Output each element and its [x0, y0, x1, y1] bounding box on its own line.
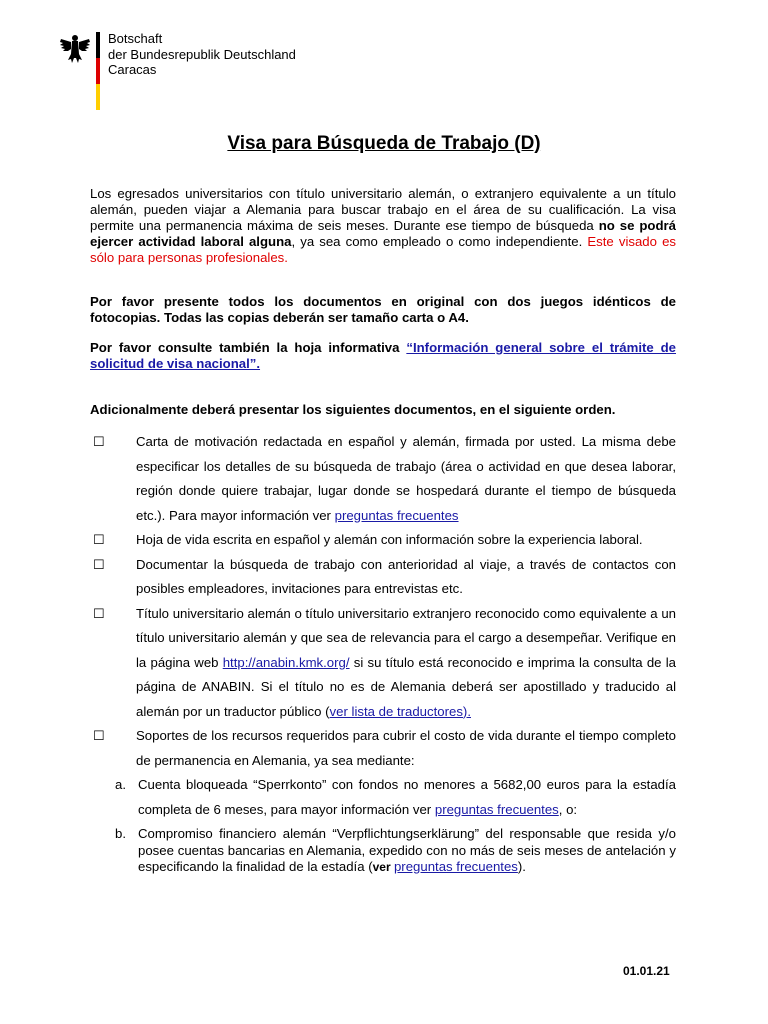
- checklist-item-university-degree: [90, 602, 676, 725]
- anabin-link[interactable]: http://anabin.kmk.org/: [222, 654, 350, 670]
- checklist-item-financial-means: [90, 724, 676, 773]
- flag-black-band: [96, 32, 100, 58]
- intro-red-note: Este visado es sólo para personas profesionales.: [90, 234, 677, 265]
- info-note-text: Por favor consulte también la hoja informativa: [90, 340, 407, 355]
- item-text: Título universitario alemán o título universitario extranjero reconocido como equivalente a un título universitario alemán y que sea de relevancia para el cargo a desempeñar. Verifique en la página web: [136, 605, 676, 670]
- faq-link[interactable]: preguntas frecuentes: [434, 801, 559, 817]
- info-sheet-link[interactable]: “Información general sobre el trámite de solicitud de visa nacional”.: [90, 340, 676, 371]
- faq-link[interactable]: preguntas frecuentes: [334, 507, 459, 523]
- checkbox-icon: ☐: [93, 532, 105, 547]
- flag-gold-band: [96, 84, 100, 110]
- checkbox-icon: ☐: [93, 728, 105, 743]
- item-text: si su título está reconocido e imprima la consulta de la página de ANABIN. Si el título no es de Alemania deberá ser apostillado y traducido al alemán por un traductor público (: [136, 654, 676, 719]
- sub-item-bold: ver: [372, 860, 394, 874]
- sub-item-text: Compromiso financiero alemán “Verpflichtungserklärung” del responsable que resida y/o posee cuentas bancarias en Alemania, expedido con no más de seis meses de antelación y especificando la finalidad de la estadía (: [138, 826, 676, 874]
- additional-heading: Adicionalmente deberá presentar los siguientes documentos, en el siguiente orden.: [90, 402, 616, 417]
- flag-red-band: [96, 58, 100, 84]
- sub-item-blocked-account: [90, 773, 676, 822]
- item-text: Carta de motivación redactada en español y alemán, firmada por usted. La misma debe especificar los detalles de su búsqueda de trabajo (área o actividad en que desea laborar, región donde quiere trabajar, lugar donde se hospedará durante el tiempo de búsqueda etc.). Para mayor información ver: [136, 434, 676, 523]
- info-note: [90, 340, 676, 372]
- checkbox-icon: ☐: [93, 434, 105, 449]
- intro-bold: no se podrá ejercer actividad laboral alguna: [90, 218, 676, 249]
- checklist-item-motivation-letter: [90, 430, 676, 528]
- embassy-line-3: Caracas: [108, 62, 157, 77]
- intro-text-1: Los egresados universitarios con título universitario alemán, o extranjero equivalente a un título alemán, pueden viajar a Alemania para buscar trabajo en el área de su cualificación. La visa permite una permanencia máxima de seis meses. Durante ese tiempo de búsqueda: [90, 186, 676, 233]
- document-checklist: [90, 430, 676, 876]
- embassy-name: [108, 31, 296, 78]
- checklist-item-cv: [90, 528, 676, 553]
- embassy-line-2: der Bundesrepublik Deutschland: [108, 46, 296, 62]
- german-flag-stripe: [96, 32, 100, 110]
- item-text: Documentar la búsqueda de trabajo con anterioridad al viaje, a través de contactos con posibles empleadores, invitaciones para entrevistas etc.: [136, 556, 676, 596]
- originals-note: Por favor presente todos los documentos en original con dos juegos idénticos de fotocopias. Todas las copias deberán ser tamaño carta o A4.: [90, 294, 676, 325]
- sub-item-tail: , o:: [558, 801, 578, 817]
- checkbox-icon: ☐: [93, 605, 105, 621]
- intro-text-2: , ya sea como empleado o como independiente.: [291, 234, 588, 249]
- sub-item-marker: b.: [115, 826, 126, 841]
- item-text: Hoja de vida escrita en español y alemán con información sobre la experiencia laboral.: [136, 532, 643, 547]
- document-title: Visa para Búsqueda de Trabajo (D): [227, 133, 541, 154]
- sub-item-marker: a.: [115, 777, 126, 792]
- federal-eagle-icon: [58, 32, 92, 66]
- checkbox-icon: ☐: [93, 556, 105, 572]
- footer-date: 01.01.21: [623, 964, 670, 978]
- translators-list-link[interactable]: ver lista de traductores).: [329, 703, 471, 719]
- sub-item-tail: ).: [517, 859, 526, 874]
- sub-item-financial-commitment: [90, 826, 676, 876]
- embassy-line-1: Botschaft: [108, 31, 163, 46]
- intro-paragraph: [90, 186, 676, 266]
- sub-item-text: Cuenta bloqueada “Sperrkonto” con fondos no menores a 5682,00 euros para la estadía completa de 6 meses, para mayor información ver: [138, 777, 676, 817]
- faq-link[interactable]: preguntas frecuentes: [393, 859, 518, 874]
- checklist-item-job-search-proof: [90, 553, 676, 602]
- item-text: Soportes de los recursos requeridos para cubrir el costo de vida durante el tiempo completo de permanencia en Alemania, ya sea mediante:: [136, 728, 676, 768]
